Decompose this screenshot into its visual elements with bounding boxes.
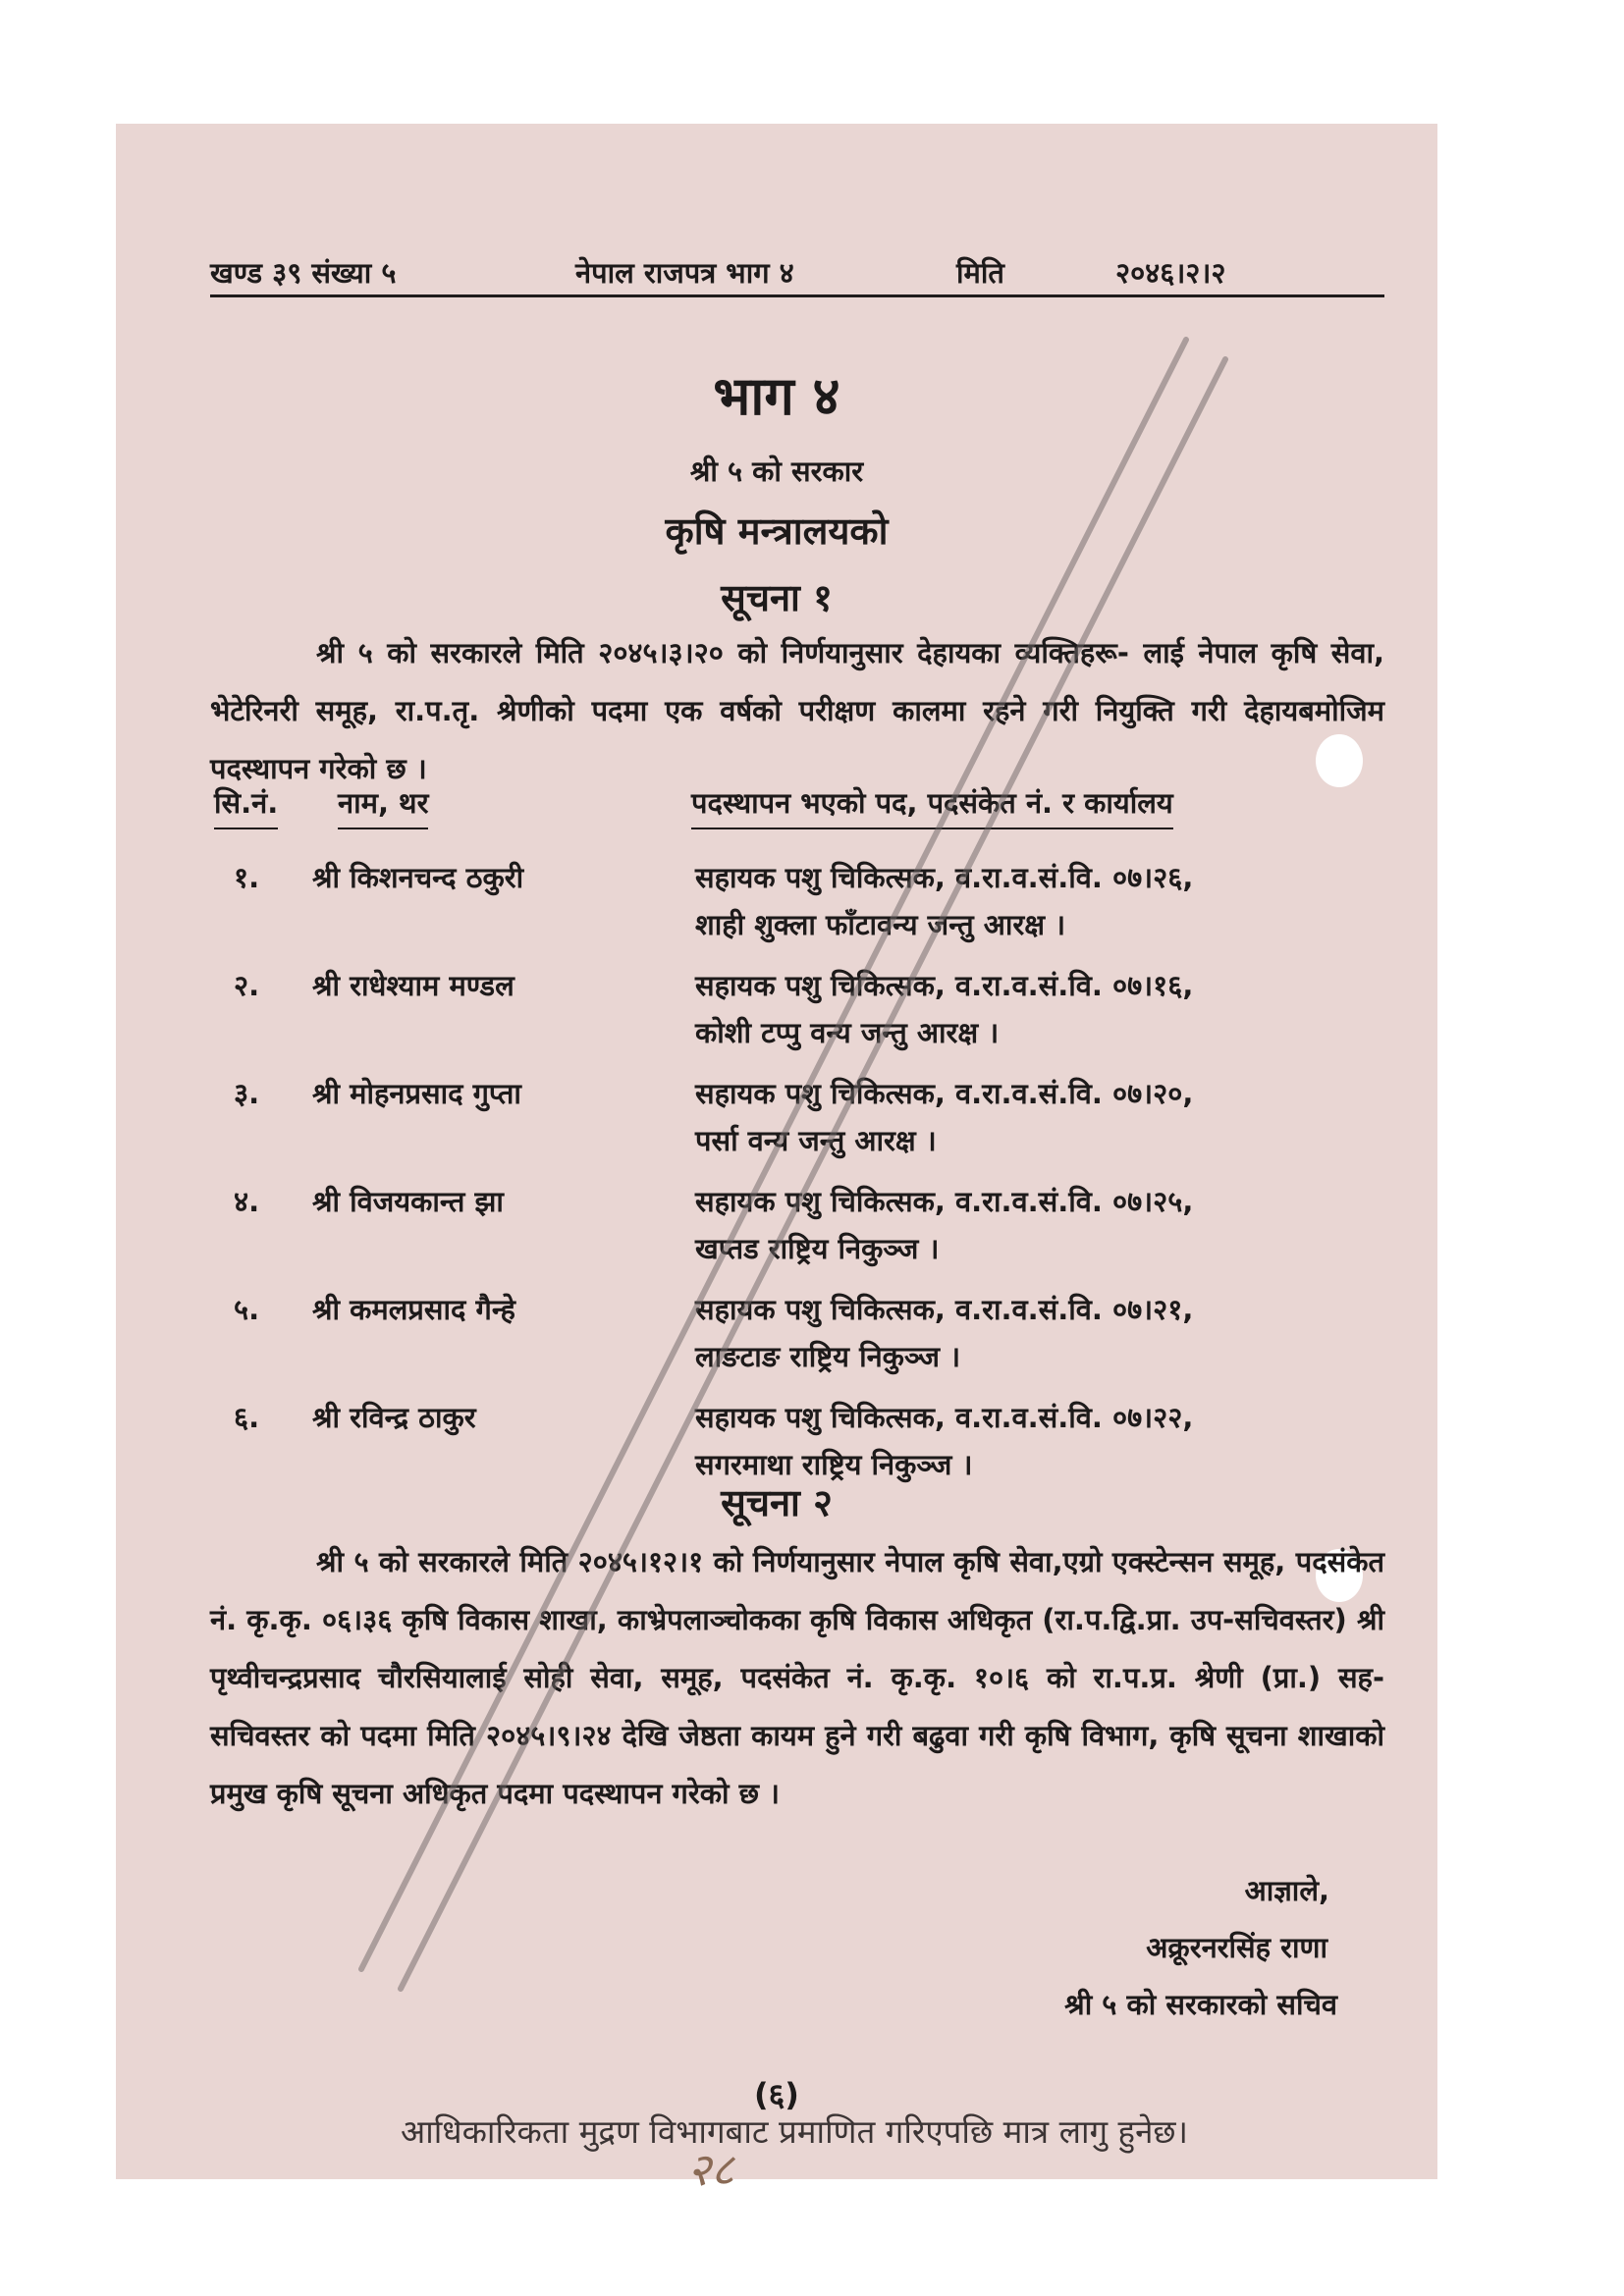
- row-sn: ३.: [234, 1077, 260, 1110]
- volume-number: खण्ड ३९ संख्या ५: [210, 256, 397, 290]
- government-heading: श्री ५ को सरकार: [689, 454, 864, 488]
- notice-1-body: [210, 624, 1384, 798]
- row-post: सहायक पशु चिकित्सक, व.रा.व.सं.वि. ०७।२१,: [695, 1293, 1194, 1326]
- ministry-heading: कृषि मन्त्रालयको: [665, 509, 889, 553]
- notice-1-title: सूचना १: [721, 576, 833, 619]
- list-item: [116, 1066, 1437, 1174]
- part-title: भाग ४: [713, 365, 840, 427]
- row-name: श्री राधेश्याम मण्डल: [312, 969, 514, 1002]
- row-name: श्री कमलप्रसाद गैन्हे: [312, 1293, 515, 1326]
- row-sn: १.: [234, 861, 260, 894]
- row-post: सहायक पशु चिकित्सक, व.रा.व.सं.वि. ०७।२२,: [695, 1401, 1194, 1434]
- column-name: नाम, थर: [338, 783, 428, 829]
- signature-name: अक्रूरनरसिंह राणा: [1146, 1931, 1327, 1964]
- row-name: श्री किशनचन्द ठकुरी: [312, 861, 524, 894]
- column-post: पदस्थापन भएको पद, पदसंकेत नं. र कार्यालय: [691, 783, 1173, 829]
- row-name: श्री मोहनप्रसाद गुप्ता: [312, 1077, 521, 1110]
- authenticity-footer: आधिकारिकता मुद्रण विभागबाट प्रमाणित गरिएपछि मात्र लागु हुनेछ।: [401, 2112, 1189, 2151]
- row-office: शाही शुक्ला फाँटावन्य जन्तु आरक्ष ।: [695, 908, 1066, 941]
- page-header: [210, 249, 1384, 297]
- header-date: २०४६।२।२: [1115, 256, 1226, 290]
- notice-2-title: सूचना २: [721, 1481, 833, 1524]
- handwritten-number: २८: [687, 2143, 734, 2196]
- page-number: (६): [754, 2076, 799, 2113]
- gazette-name: नेपाल राजपत्र भाग ४: [575, 256, 794, 290]
- row-office: लाङटाङ राष्ट्रिय निकुञ्ज ।: [695, 1340, 961, 1373]
- row-sn: ५.: [234, 1293, 260, 1326]
- row-name: श्री रविन्द्र ठाकुर: [312, 1401, 476, 1434]
- signature-order: आज्ञाले,: [1244, 1874, 1329, 1907]
- notice-2-body: [210, 1533, 1384, 1823]
- list-item: [116, 1174, 1437, 1282]
- list-item: [116, 958, 1437, 1066]
- gazette-page: [116, 124, 1437, 2196]
- signature-title: श्री ५ को सरकारको सचिव: [1064, 1988, 1337, 2021]
- row-sn: २.: [234, 969, 260, 1002]
- notice-1-body-first: श्री ५ को सरकारले मिति २०४५।३।२० को निर्णयानुसार देहायका व्यक्तिहरू-: [316, 636, 1129, 669]
- list-item: [116, 1282, 1437, 1390]
- row-office: पर्सा वन्य जन्तु आरक्ष ।: [695, 1124, 937, 1157]
- row-office: सगरमाथा राष्ट्रिय निकुञ्ज ।: [695, 1448, 973, 1481]
- notice-2-body-rest: एक्स्टेन्सन समूह, पदसंकेत नं. कृ.कृ. ०६।३६ कृषि विकास शाखा, काभ्रेपलाञ्चोकका कृषि विकास अधिकृत (रा.प.द्वि.प्रा. उप-सचिवस्तर) श्री पृथ्वीचन्द्रप्रसाद चौरसियालाई सोही सेवा, समूह, पदसंकेत नं. कृ.कृ. १०।६ को रा.प.प्र. श्रेणी (प्रा.) सह-सचिवस्तर को पदमा मिति २०४५।९।२४ देखि जेष्ठता कायम हुने गरी बढुवा गरी कृषि विभाग, कृषि सूचना शाखाको प्रमुख कृषि सूचना अधिकृत पदमा पदस्थापन गरेको छ ।: [210, 1545, 1384, 1810]
- row-post: सहायक पशु चिकित्सक, व.रा.व.सं.वि. ०७।२०,: [695, 1077, 1194, 1110]
- row-office: खप्तड राष्ट्रिय निकुञ्ज ।: [695, 1232, 940, 1265]
- column-sn: सि.नं.: [214, 783, 278, 829]
- row-post: सहायक पशु चिकित्सक, व.रा.व.सं.वि. ०७।२६,: [695, 861, 1194, 894]
- row-sn: ४.: [234, 1185, 260, 1218]
- row-name: श्री विजयकान्त झा: [312, 1185, 504, 1218]
- row-sn: ६.: [234, 1401, 260, 1434]
- row-office: कोशी टप्पु वन्य जन्तु आरक्ष ।: [695, 1016, 1000, 1049]
- date-label: मिति: [956, 256, 1004, 290]
- list-item: [116, 850, 1437, 958]
- notice-1-body-rest: लाई नेपाल कृषि सेवा, भेटेरिनरी समूह, रा.प.तृ. श्रेणीको पदमा एक वर्षको परीक्षण कालमा रहने गरी नियुक्ति गरी देहायबमोजिम पदस्थापन गरेको छ ।: [210, 636, 1384, 785]
- row-post: सहायक पशु चिकित्सक, व.रा.व.सं.वि. ०७।१६,: [695, 969, 1194, 1002]
- notice-2-body-first: श्री ५ को सरकारले मिति २०४५।१२।१ को निर्णयानुसार नेपाल कृषि सेवा,एग्रो: [316, 1545, 1103, 1578]
- row-post: सहायक पशु चिकित्सक, व.रा.व.सं.वि. ०७।२५,: [695, 1185, 1194, 1218]
